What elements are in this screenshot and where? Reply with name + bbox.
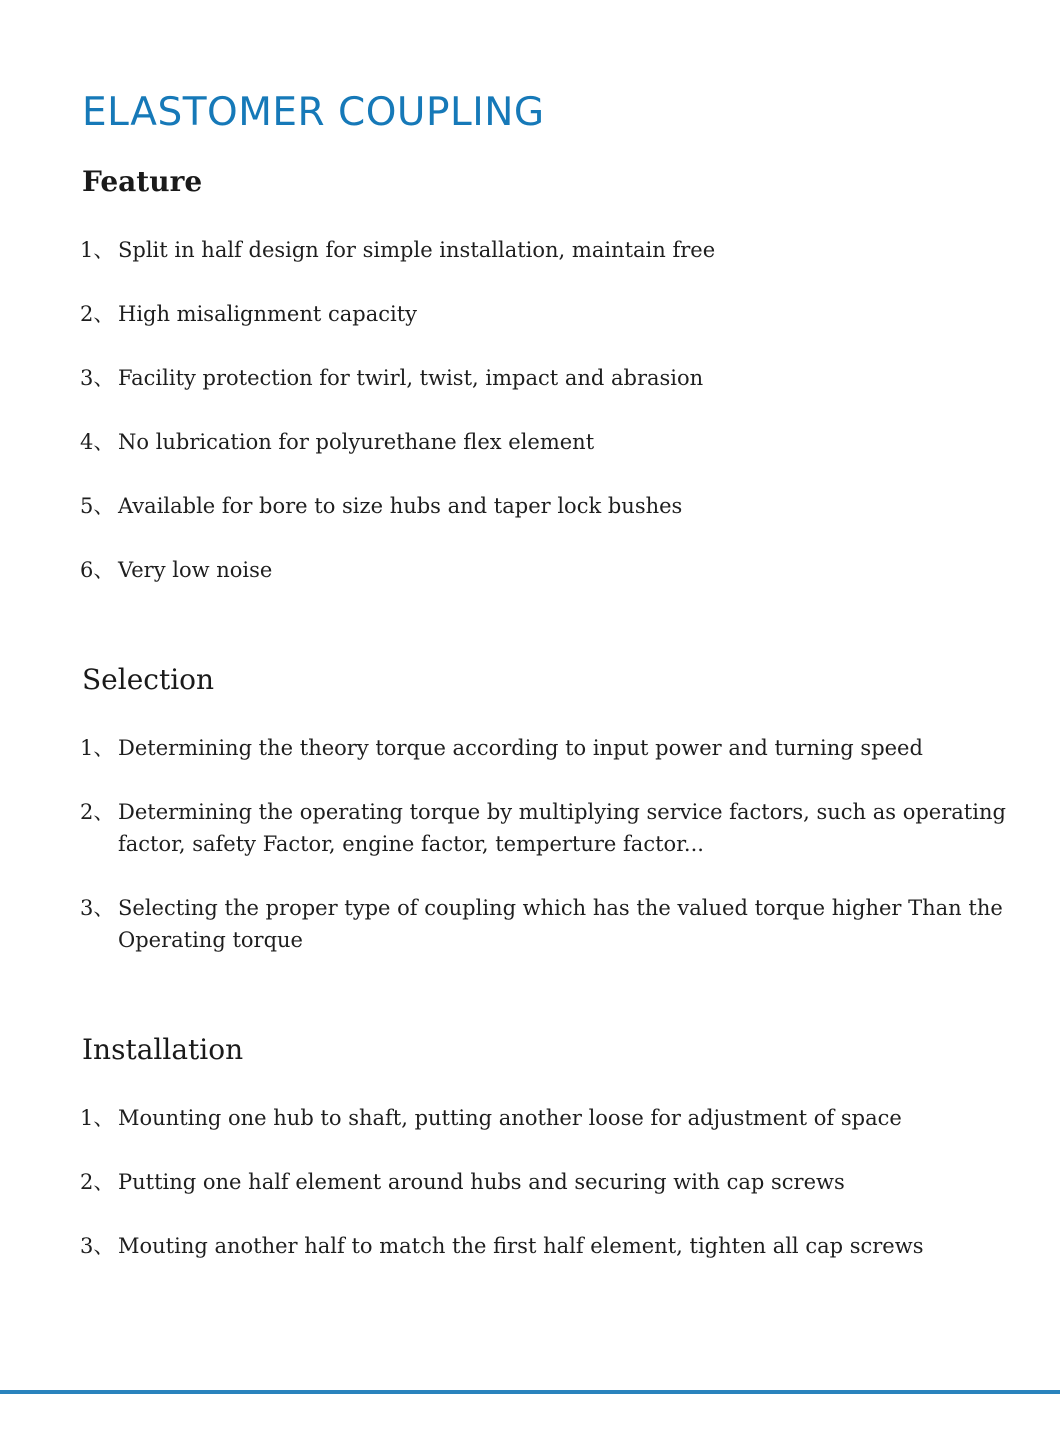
feature-item (80, 426, 1020, 458)
selection-item-number: 1、 (80, 736, 115, 760)
feature-item (80, 234, 1020, 266)
selection-item-text: Determining the theory torque according to input power and turning speed (118, 736, 923, 760)
selection-item (80, 892, 1020, 956)
selection-item (80, 796, 1020, 860)
feature-item-number: 2、 (80, 302, 115, 326)
feature-item (80, 362, 1020, 394)
installation-item (80, 1102, 1020, 1134)
feature-item-text: Split in half design for simple installation, maintain free (118, 238, 716, 262)
feature-item-number: 1、 (80, 238, 115, 262)
feature-item-number: 5、 (80, 494, 115, 518)
installation-item-number: 1、 (80, 1106, 115, 1130)
installation-item-text: Mouting another half to match the first half element, tighten all cap screws (118, 1234, 924, 1258)
feature-item-text: No lubrication for polyurethane flex element (118, 430, 595, 454)
installation-item (80, 1166, 1020, 1198)
feature-item (80, 298, 1020, 330)
selection-item-number: 3、 (80, 896, 115, 920)
feature-item-text: Facility protection for twirl, twist, impact and abrasion (118, 366, 704, 390)
installation-heading: Installation (82, 1033, 244, 1066)
page-title: ELASTOMER COUPLING (82, 90, 545, 135)
feature-item-text: High misalignment capacity (118, 302, 418, 326)
installation-item-number: 2、 (80, 1170, 115, 1194)
feature-item (80, 490, 1020, 522)
selection-heading: Selection (82, 663, 215, 696)
installation-item-number: 3、 (80, 1234, 115, 1258)
feature-heading: Feature (82, 165, 203, 198)
feature-item-text: Available for bore to size hubs and taper lock bushes (118, 494, 683, 518)
feature-item (80, 554, 1020, 586)
installation-item-text: Putting one half element around hubs and securing with cap screws (118, 1170, 845, 1194)
feature-item-number: 6、 (80, 558, 115, 582)
selection-item (80, 732, 1020, 764)
selection-item-text: Selecting the proper type of coupling which has the valued torque higher Than the Operating torque (118, 896, 1003, 952)
installation-item (80, 1230, 1020, 1262)
footer-rule (0, 1390, 1060, 1394)
selection-item-text: Determining the operating torque by multiplying service factors, such as operating factor, safety Factor, engine factor, temperture factor... (118, 800, 1006, 856)
feature-item-number: 4、 (80, 430, 115, 454)
feature-item-text: Very low noise (118, 558, 273, 582)
installation-item-text: Mounting one hub to shaft, putting another loose for adjustment of space (118, 1106, 902, 1130)
selection-item-number: 2、 (80, 800, 115, 824)
feature-item-number: 3、 (80, 366, 115, 390)
